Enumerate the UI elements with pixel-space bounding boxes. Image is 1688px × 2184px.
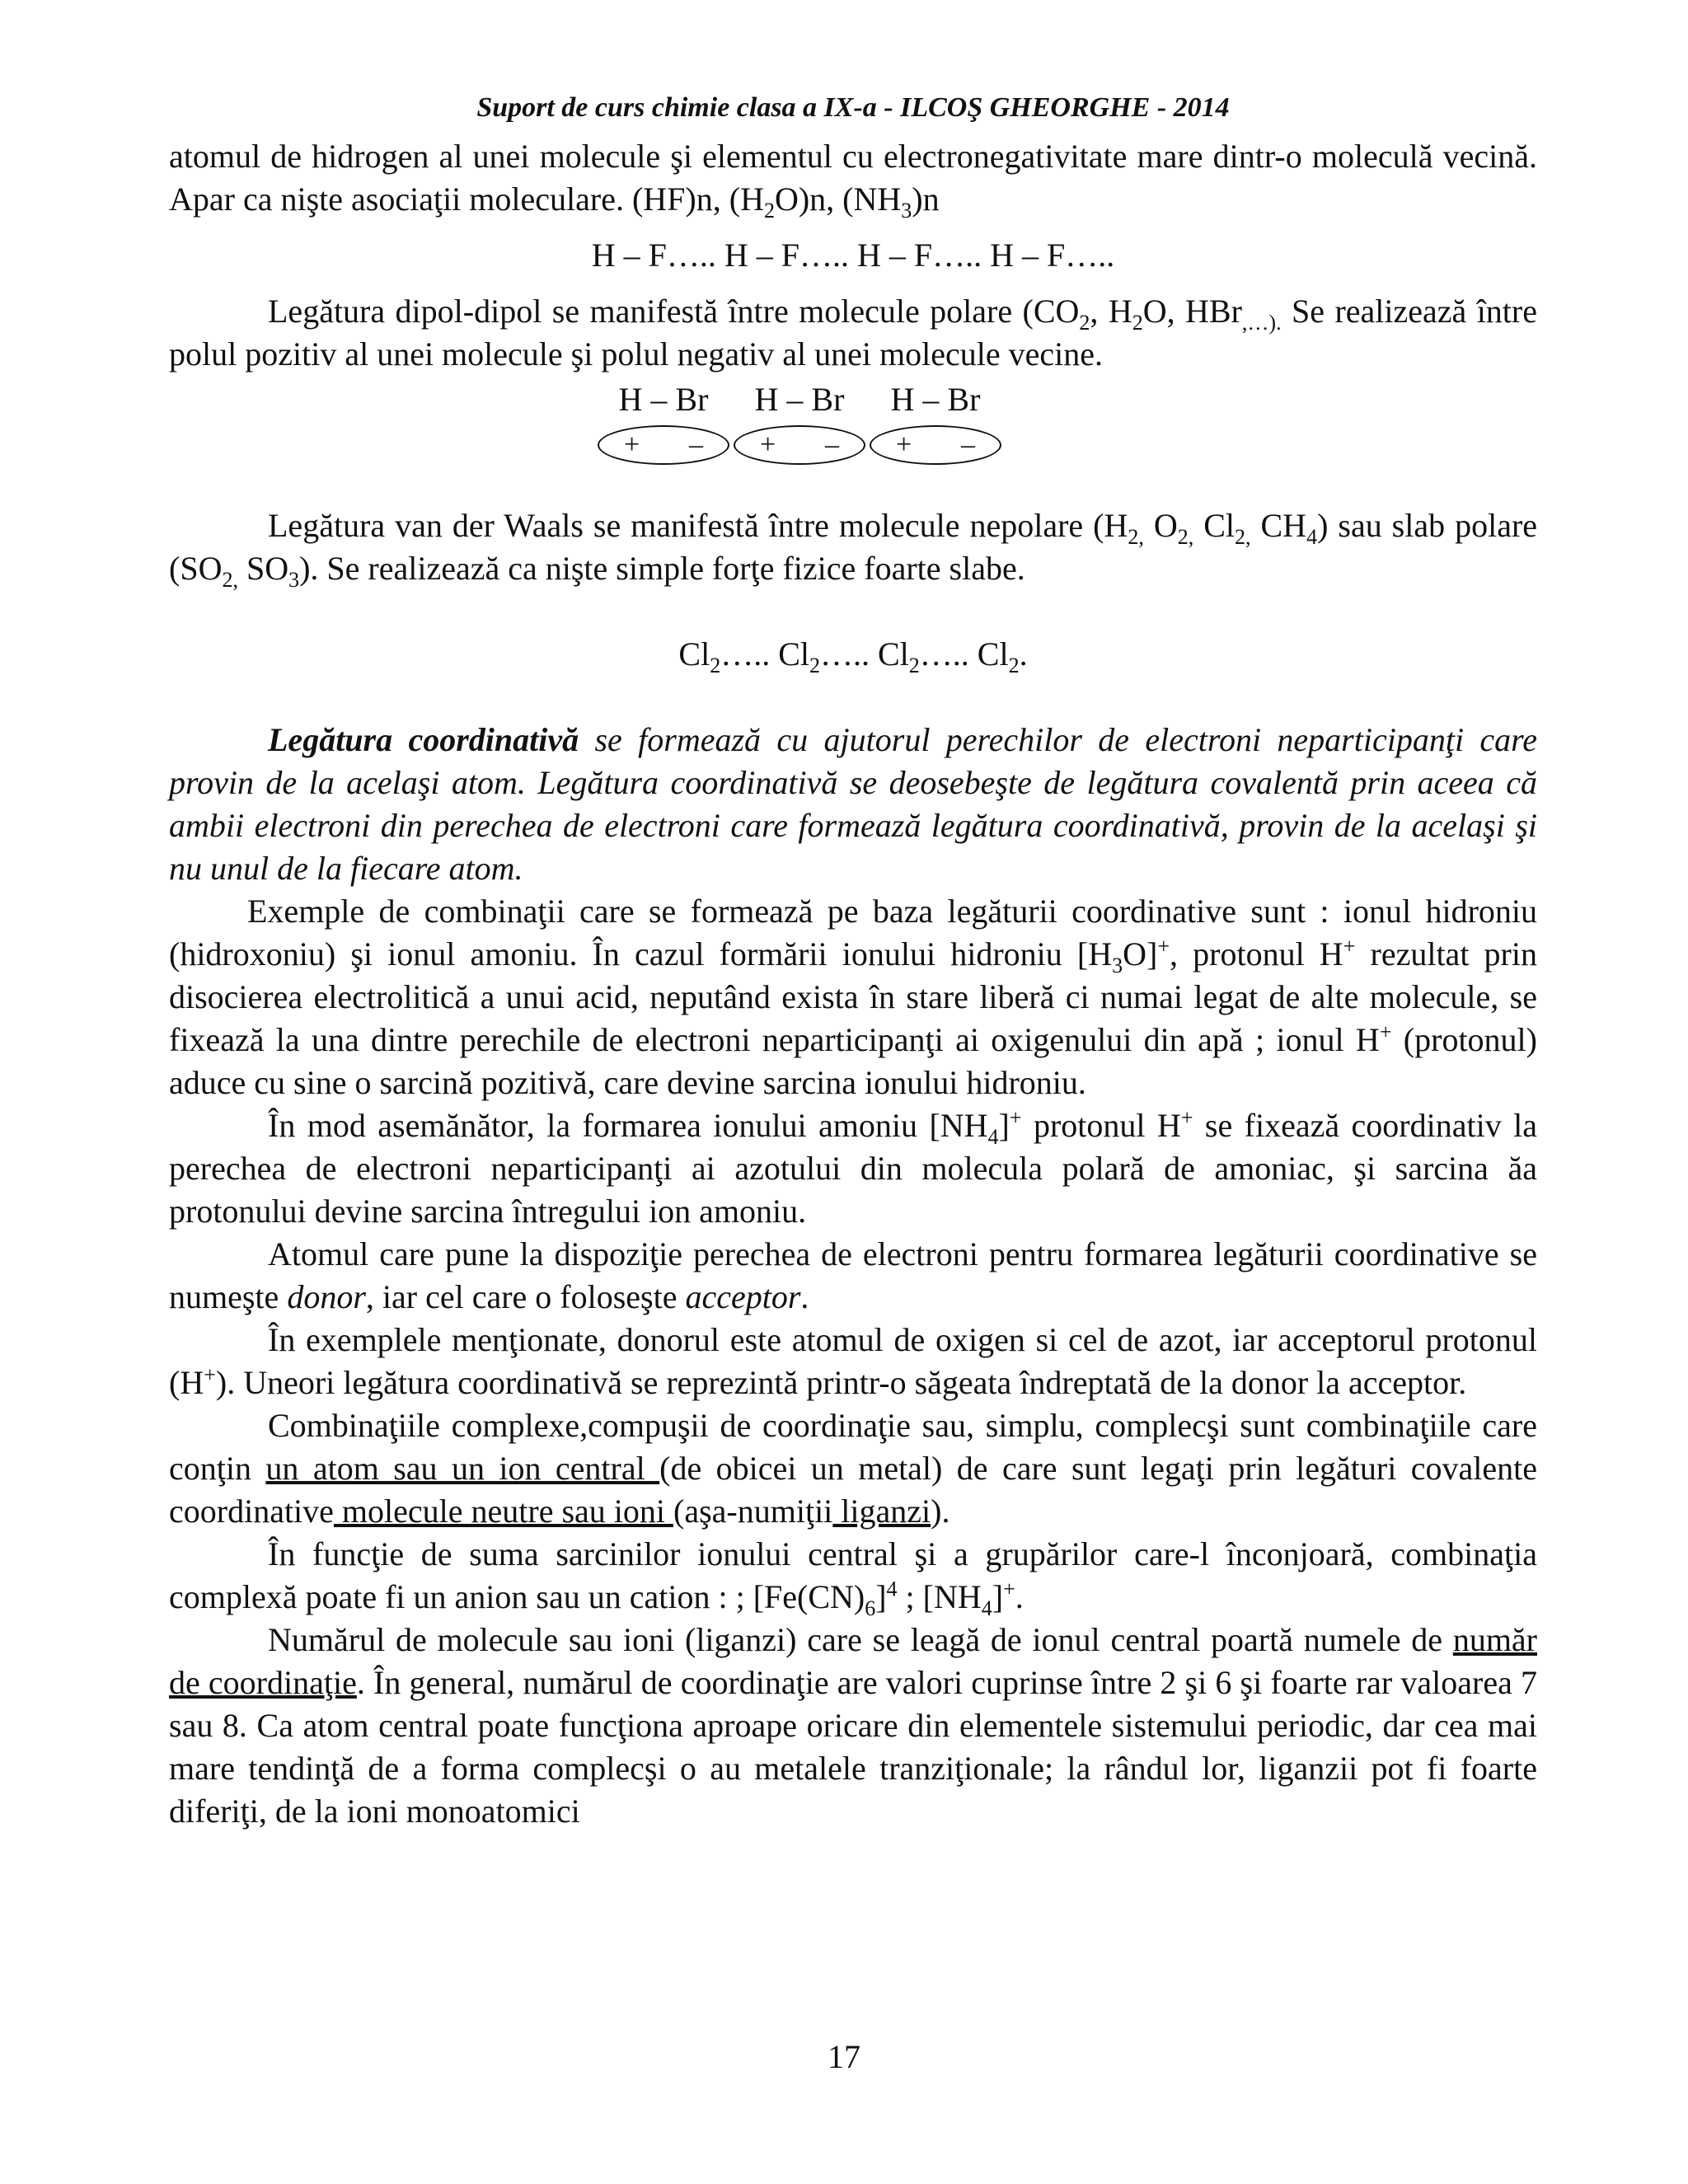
paragraph-donor-acceptor: Atomul care pune la dispoziţie perechea de electroni pentru formarea legăturii coordinative se numeşte donor, iar cel care o foloseşte acceptor. <box>169 1235 1537 1315</box>
term-acceptor: acceptor <box>685 1278 801 1315</box>
paragraph-complex-compounds: Combinaţiile complexe,compuşii de coordinaţie sau, simplu, complecşi sunt combinaţiile care conţin un atom sau un ion central (de obicei un metal) de care sunt legaţi prin legături covalente coordinative molecule neutre sau ioni (aşa-numiţii liganzi). <box>169 1407 1537 1530</box>
hbr-dipole <box>732 379 868 465</box>
page-header: Suport de curs chimie clasa a IX-a - ILCOŞ GHEORGHE - 2014 <box>476 92 1230 123</box>
term-donor: donor <box>287 1278 366 1315</box>
paragraph-dipole: Legătura dipol-dipol se manifestă între molecule polare ($CO_2$, $H_2O$, HBr$_{,\dots).}$ Se realizează între polul pozitiv al unei molecule şi polul negativ al unei molecule vecine. <box>169 293 1537 373</box>
paragraph-van-der-waals: Legătura van der Waals se manifestă între molecule nepolare ($H_{2,}$ $O_{2,}$ $Cl_{2,}$ $CH_4$) sau slab polare ($SO_{2,}$ $SO_3$). Se realizează ca nişte simple forţe fizice foarte slabe. <box>169 507 1538 592</box>
hbr-label: H – Br <box>890 381 981 418</box>
dipole-ellipse <box>870 425 1001 465</box>
minus-pole: – <box>689 429 704 460</box>
term-coordination-number: număr de coordinaţie <box>169 1621 1537 1701</box>
hf-chain-formula: H – F….. H – F….. H – F….. H – F….. <box>591 237 1115 274</box>
minus-pole: – <box>825 429 840 460</box>
dipole-ellipse <box>734 425 865 465</box>
hbr-dipole <box>596 379 732 465</box>
plus-pole: + <box>623 429 640 460</box>
hbr-label: H – Br <box>618 381 709 418</box>
paragraph-coordinative-definition: Legătura coordinativă se formează cu ajutorul perechilor de electroni neparticipanţi care provin de la acelaşi atom. Legătura coordinativă se deosebeşte de legătura covalentă prin aceea că ambii electroni din perechea de electroni care formează legătura coordinativă, provin de la acelaşi şi nu unul de la fiecare atom. <box>169 721 1538 887</box>
hbr-dipole <box>868 379 1004 465</box>
paragraph-examples: Exemple de combinaţii care se formează pe baza legăturii coordinative sunt : ionul hidroniu (hidroxoniu) şi ionul amoniu. În cazul formării ionului hidroniu $[H_3O]^+$, protonul H+ rezultat prin disocierea electrolitică a unui acid, neputând exista în stare liberă ci numai legat de alte molecule, se fixează la una dintre perechile de electroni neparticipanţi ai oxigenului din apă ; ionul H+ (protonul) aduce cu sine o sarcină pozitivă, care devine sarcina ionului hidroniu. <box>169 893 1537 1101</box>
paragraph-charge-function: În funcţie de suma sarcinilor ionului central şi a grupărilor care-l înconjoară, combinaţia complexă poate fi un anion sau un cation : ; $[Fe(CN)_6]^4$ ; $[NH_4]^+$. <box>169 1535 1537 1620</box>
paragraph-ammonium: În mod asemănător, la formarea ionului amoniu $[NH_4]^+$ protonul H+ se fixează coordinativ la perechea de electroni neparticipanţi ai azotului din molecula polară de amoniac, şi sarcina ăa protonului devine sarcina întregului ion amoniu. <box>169 1105 1537 1230</box>
paragraph-coordination-number: Numărul de molecule sau ioni (liganzi) care se leagă de ionul central poartă numele de număr de coordinaţie. În general, numărul de coordinaţie are valori cuprinse între 2 şi 6 şi foarte rar valoarea 7 sau 8. Ca atom central poate funcţiona aproape oricare din elementele sistemului periodic, dar cea mai mare tendinţă de a forma complecşi o au metalele tranziţionale; la rândul lor, liganzii pot fi foarte diferiţi, de la ioni monoatomici <box>169 1621 1537 1830</box>
paragraph-example-donor: În exemplele menţionate, donorul este atomul de oxigen si cel de azot, iar acceptorul protonul (H+). Uneori legătura coordinativă se reprezintă printr-o săgeata îndreptată de la donor la acceptor. <box>169 1321 1537 1401</box>
hbr-dipole-diagram <box>62 379 1537 465</box>
minus-pole: – <box>961 429 976 460</box>
plus-pole: + <box>895 429 912 460</box>
dipole-ellipse <box>598 425 729 465</box>
hbr-label: H – Br <box>754 381 845 418</box>
plus-pole: + <box>759 429 776 460</box>
page-number: 17 <box>828 2038 860 2075</box>
cl-chain-formula: $Cl_2\dots$.. $Cl_2\dots$.. $Cl_2\dots$.. $Cl_2$. <box>678 635 1028 677</box>
term-coordinative-bond: Legătura coordinativă <box>268 721 579 758</box>
document-page <box>169 91 1537 1833</box>
paragraph-hydrogen-bond: atomul de hidrogen al unei molecule şi elementul cu electronegativitate mare dintr-o moleculă vecină. Apar ca nişte asociaţii moleculare. (HF)n, $(H_2O)n$, $(NH_3)n$ <box>169 138 1537 223</box>
